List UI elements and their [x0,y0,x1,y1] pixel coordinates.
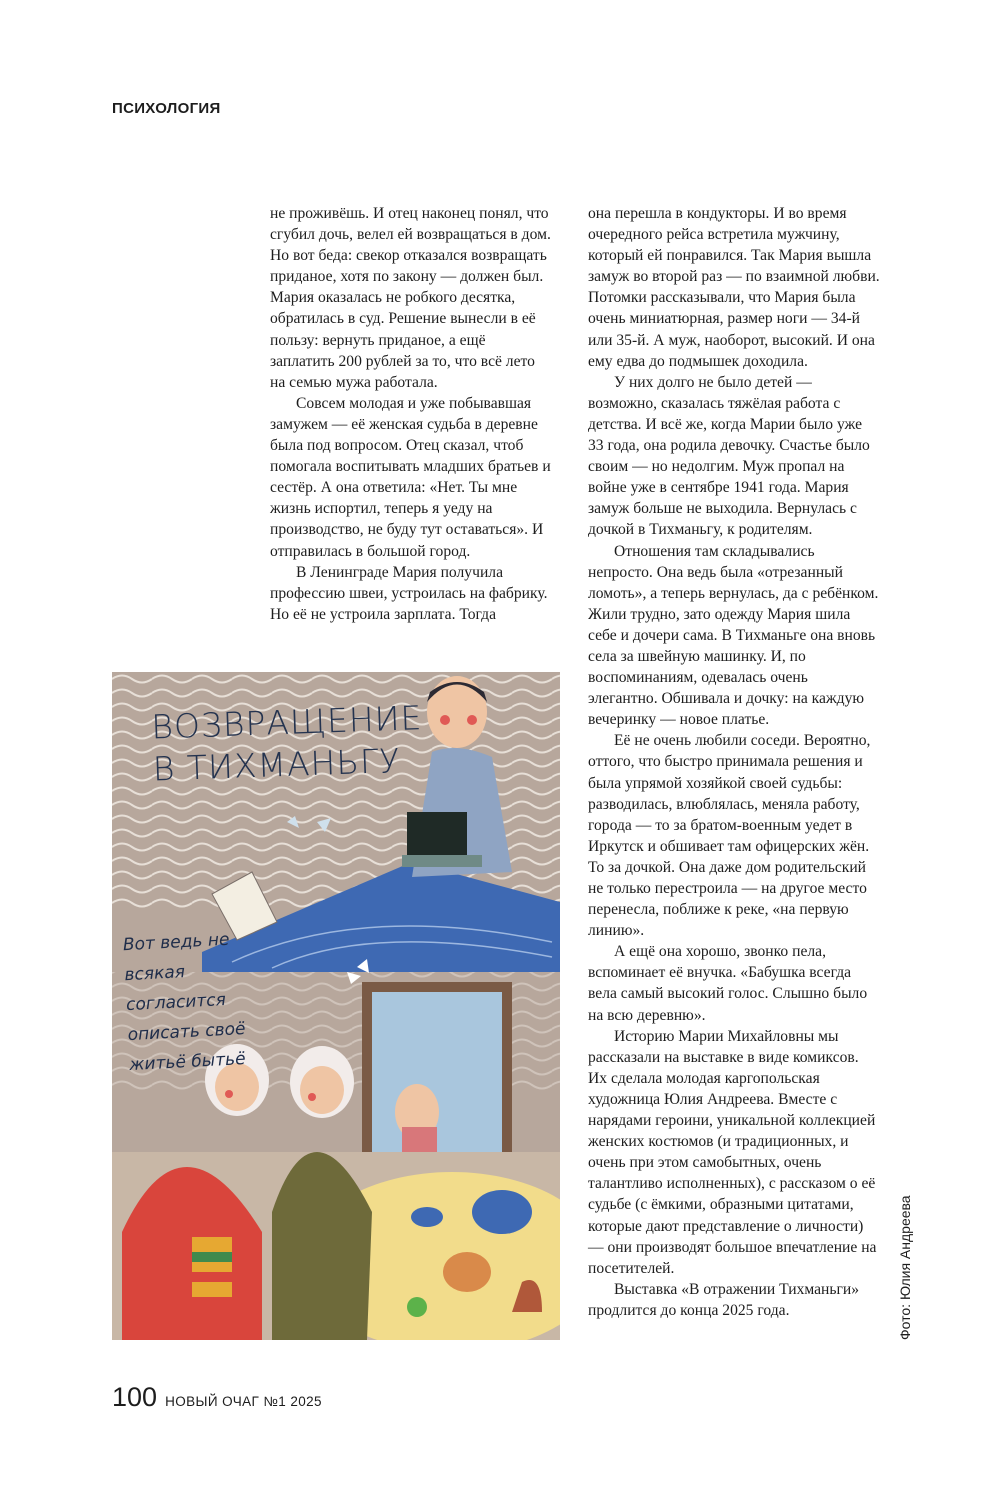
photo-credit: Фото: Юлия Андреева [897,1195,913,1340]
magazine-issue: НОВЫЙ ОЧАГ №1 2025 [165,1394,322,1409]
article-paragraph: Историю Марии Михайловны мы рассказали на выставке в виде комиксов. Их сделала молодая каргопольская художница Юлия Андреева. Вместе с нарядами героини, уникальной коллекцией женских костюмов (и традиционных, и очень при этом самобытных, очень талантливо исполненных), с рассказом о её судьбе (с ёмкими, образными цитатами, которые дают представление о личности) — они производят большое впечатление на посетителей. [588,1027,877,1277]
article-paragraph: У них долго не было детей — возможно, сказалась тяжёлая работа с детства. И всё же, когда Марии было уже 33 года, она родила девочку. Счастье было своим — но недолгим. Муж пропал на войне уже в сентябре 1941 года. Мария замуж больше не выходила. Вернулась с дочкой в Тихманьгу, к родителям. [588,373,870,539]
illustration-quote: Вот ведь не всякая согласится описать своё житьё бытьё [122,929,247,1076]
article-paragraph: Её не очень любили соседи. Вероятно, оттого, что быстро принимала решения и была упрямой хозяйкой своей судьбы: разводилась, влюблялась, меняла работу, города — то за братом-военным уедет в Иркутск и обшивает там офицерских жён. То за дочкой. Она даже дом родительский не только перестроила — на другое место перенесла, поближе к реке, «на первую линию». [588,732,871,940]
section-label: ПСИХОЛОГИЯ [112,100,221,117]
article-paragraph: Совсем молодая и уже побывавшая замужем — её женская судьба в деревне была под вопросом. Отец сказал, чтоб помогала воспитывать младших братьев и сестёр. А она ответила: «Нет. Ты мне жизнь испортил, теперь я уеду на производство, не буду тут оставаться». И отправилась в большой город. [270,394,551,560]
article-paragraph: она перешла в кондукторы. И во время очередного рейса встретила мужчину, который ей понравился. Так Мария вышла замуж во второй раз — по взаимной любви. Потомки рассказывали, что Мария была очень миниатюрная, размер ноги — 34-й или 35-й. А муж, наоборот, высокий. И она ему едва до подмышек доходила. [588,205,880,370]
article-paragraph: Отношения там складывались непросто. Она ведь была «отрезанный ломоть», а теперь вернулась, да с ребёнком. Жили трудно, зато одежду Мария шила себе и дочери сама. В Тихманьге она вновь села за швейную машинку. И, по воспоминаниям, одевалась очень элегантно. Обшивала и дочку: на каждую вечеринку — новое платье. [588,542,879,729]
article-column-2 [588,203,880,1321]
illustration-title: ВОЗВРАЩЕНИЕ В ТИХМАНЬГУ [150,698,424,789]
comic-illustration [112,672,560,1340]
article-paragraph: А ещё она хорошо, звонко пела, вспоминает её внучка. «Бабушка всегда вела самый высокий голос. Слышно было на всю деревню». [588,943,868,1024]
article-paragraph: В Ленинграде Мария получила профессию швеи, устроилась на фабрику. Но её не устроила зарплата. Тогда [270,563,548,623]
page-number: 100 [112,1382,158,1412]
article-paragraph: Выставка «В отражении Тихманьги» продлится до конца 2025 года. [588,1280,860,1319]
article-paragraph: не проживёшь. И отец наконец понял, что сгубил дочь, велел ей возвращаться в дом. Но вот беда: свекор отказался возвращать приданое, хотя по закону — должен был. Мария оказалась не робкого десятка, обратилась в суд. Решение вынесли в её пользу: вернуть приданое, а ещё заплатить 200 рублей за то, что всё лето на семью мужа работала. [270,205,551,391]
page-footer [112,1382,322,1413]
article-column-1 [270,203,552,625]
